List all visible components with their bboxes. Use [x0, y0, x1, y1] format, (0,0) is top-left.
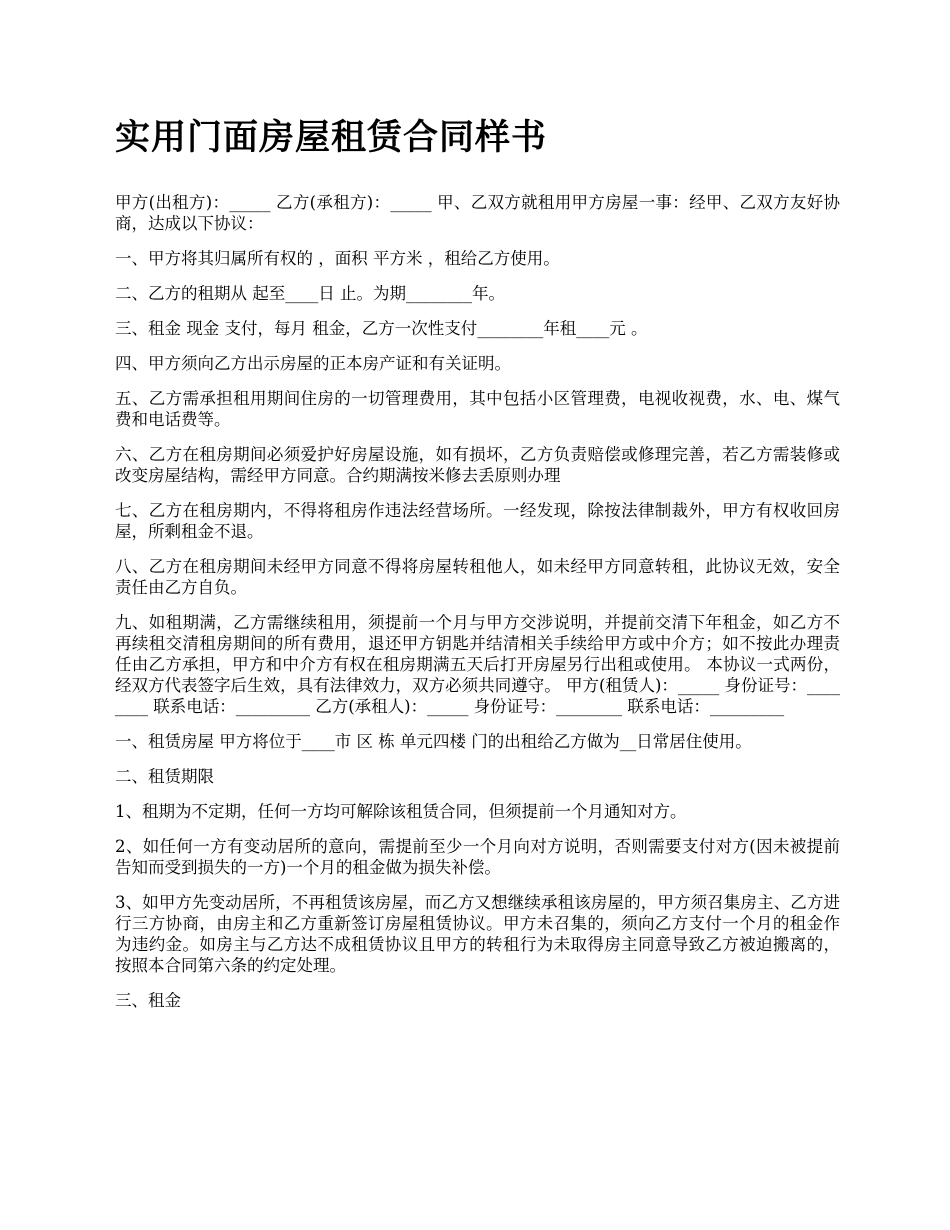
section-1-leased-property: 一、租赁房屋 甲方将位于____市 区 栋 单元四楼 门的出租给乙方做为__日常居住使用。: [115, 732, 752, 751]
term-item-2: 2、如任何一方有变动居所的意向，需提前至少一个月向对方说明，否则需要支付对方(因未被提前告知而受到损失的一方)一个月的租金做为损失补偿。: [115, 837, 840, 877]
document-title: 实用门面房屋租赁合同样书: [115, 118, 548, 158]
clause-6-maintenance: 六、乙方在租房期间必须爱护好房屋设施，如有损坏，乙方负责赔偿或修理完善，若乙方需装修或改变房屋结构，需经甲方同意。合约期满按米修去丢原则办理: [115, 445, 840, 485]
clause-1-property: 一、甲方将其归属所有权的 ，面积 平方米 ，租给乙方使用。: [115, 249, 560, 268]
clause-5-fees: 五、乙方需承担租用期间住房的一切管理费用，其中包括小区管理费，电视收视费，水、电、煤气费和电话费等。: [115, 389, 840, 429]
clause-3-rent: 三、租金 现金 支付，每月 租金，乙方一次性支付________年租____元 。: [115, 319, 648, 338]
clause-2-term: 二、乙方的租期从 起至____日 止。为期________年。: [115, 284, 505, 303]
clause-8-sublet: 八、乙方在租房期间未经甲方同意不得将房屋转租他人，如未经甲方同意转租，此协议无效，安全责任由乙方自负。: [115, 557, 840, 597]
term-item-1: 1、租期为不定期，任何一方均可解除该租赁合同，但须提前一个月通知对方。: [115, 802, 687, 821]
section-3-heading: 三、租金: [115, 991, 181, 1010]
clause-4-certificate: 四、甲方须向乙方出示房屋的正本房产证和有关证明。: [115, 354, 511, 373]
clause-9-renewal-and-signatures: 九、如租期满，乙方需继续租用，须提前一个月与甲方交涉说明，并提前交清下年租金，如乙方不再续租交清租房期间的所有费用，退还甲方钥匙并结清相关手续给甲方或中介方；如不按此办理责任由乙方承担，甲方和中介方有权在租房期满五天后打开房屋另行出租或使用。 本协议一式两份，经双方代表签字后生效，具有法律效力，双方必须共同遵守。 甲方(租赁人)：_____ 身份证号：________ 联系电话：_________ 乙方(承租人)：_____ 身份证号：________ 联系电话：_________: [115, 613, 840, 716]
section-2-heading: 二、租赁期限: [115, 767, 214, 786]
term-item-3: 3、如甲方先变动居所，不再租赁该房屋，而乙方又想继续承租该房屋的，甲方须召集房主、乙方进行三方协商，由房主和乙方重新签订房屋租赁协议。甲方未召集的，须向乙方支付一个月的租金作为违约金。如房主与乙方达不成租赁协议且甲方的转租行为未取得房主同意导致乙方被迫搬离的，按照本合同第六条的约定处理。: [115, 893, 840, 975]
clause-7-legal-use: 七、乙方在租房期内，不得将租房作违法经营场所。一经发现，除按法律制裁外，甲方有权收回房屋，所剩租金不退。: [115, 501, 840, 541]
contract-preamble: 甲方(出租方)：_____ 乙方(承租方)：_____ 甲、乙双方就租用甲方房屋一事：经甲、乙双方友好协商，达成以下协议：: [115, 193, 840, 233]
